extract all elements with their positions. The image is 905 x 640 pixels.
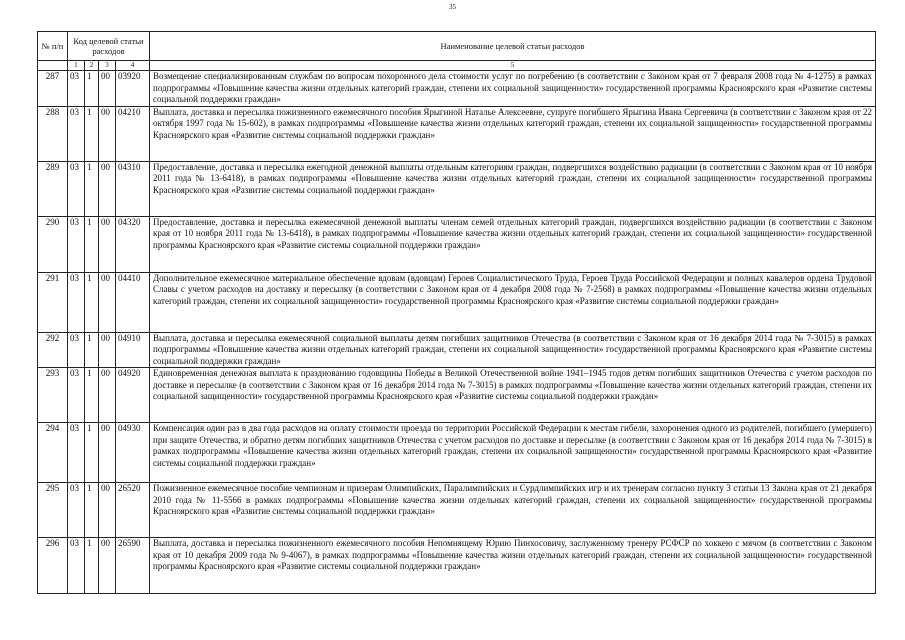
code-part-4: 04320 [116,216,150,272]
row-number: 295 [38,483,68,538]
code-part-2: 1 [85,423,99,483]
col-index: 1 [68,61,85,71]
code-part-3: 00 [99,368,116,423]
code-part-1: 03 [68,483,85,538]
row-number: 291 [38,272,68,332]
code-part-4: 03920 [116,71,150,107]
code-part-4: 26520 [116,483,150,538]
code-part-4: 04310 [116,161,150,216]
budget-codes-table [37,31,876,594]
table-row [38,332,876,368]
expense-item-name: Выплата, доставка и пересылка пожизненного ежемесячного пособия Непомнящему Юрию Пинхосовичу, заслуженному тренеру РСФСР по хоккею с мячом (в соответствии с Законом края от 10 декабря 2009 года № 9-4067), в рамках подпрограммы «Повышение качества жизни отдельных категорий граждан, степени их социальной защищенности» государственной программы Красноярского края «Развитие системы социальной поддержки граждан» [150,538,876,594]
col-index: 5 [150,61,876,71]
code-part-2: 1 [85,368,99,423]
table-row [38,161,876,216]
code-part-4: 04930 [116,423,150,483]
code-part-4: 26590 [116,538,150,594]
code-part-2: 1 [85,538,99,594]
expense-item-name: Предоставление, доставка и пересылка ежегодной денежной выплаты отдельным категориям граждан, подвергшихся воздействию радиации (в соответствии с Законом края от 10 ноября 2011 года № 13-6418), в рамках подпрограммы «Повышение качества жизни отдельных категорий граждан, степени их социальной защищенности» государственной программы Красноярского края «Развитие системы социальной поддержки граждан» [150,161,876,216]
header-num: № п/п [38,32,68,61]
code-part-3: 00 [99,272,116,332]
expense-item-name: Возмещение специализированным службам по вопросам похоронного дела стоимости услуг по погребению (в соответствии с Законом края от 7 февраля 2008 года № 4-1275) в рамках подпрограммы «Повышение качества жизни отдельных категорий граждан, степени их социальной защищенности» государственной программы Красноярского края «Развитие системы социальной поддержки граждан» [150,71,876,107]
code-part-3: 00 [99,538,116,594]
page-number: 35 [449,3,456,11]
code-part-2: 1 [85,106,99,161]
code-part-1: 03 [68,161,85,216]
table-row [38,538,876,594]
expense-item-name: Дополнительное ежемесячное материальное обеспечение вдовам (вдовцам) Героев Социалистического Труда, Героев Труда Российской Федерации и полных кавалеров ордена Трудовой Славы с учетом расходов на доставку и пересылку (в соответствии с Законом края от 4 декабря 2008 года № 7-2568) в рамках подпрограммы «Повышение качества жизни отдельных категорий граждан, степени их социальной защищенности» государственной программы Красноярского края «Развитие системы социальной поддержки граждан» [150,272,876,332]
row-number: 287 [38,71,68,107]
code-part-3: 00 [99,332,116,368]
expense-item-name: Выплата, доставка и пересылка ежемесячной социальной выплаты детям погибших защитников Отечества (в соответствии с Законом края от 16 декабря 2014 года № 7-3015) в рамках подпрограммы «Повышение качества жизни отдельных категорий граждан, степени их социальной защищенности» государственной программы Красноярского края «Развитие системы социальной поддержки граждан» [150,332,876,368]
code-part-2: 1 [85,483,99,538]
table-row [38,368,876,423]
col-index-blank [38,61,68,71]
header-name: Наименование целевой статьи расходов [150,32,876,61]
table-row [38,106,876,161]
code-part-2: 1 [85,216,99,272]
expense-item-name: Предоставление, доставка и пересылка ежемесячной денежной выплаты членам семей отдельных категорий граждан, подвергшихся воздействию радиации (в соответствии с Законом края от 10 ноября 2011 года № 13-6418), в рамках подпрограммы «Повышение качества жизни отдельных категорий граждан, степени их социальной защищенности» государственной программы Красноярского края «Развитие системы социальной поддержки граждан» [150,216,876,272]
col-index: 2 [85,61,99,71]
row-number: 294 [38,423,68,483]
row-number: 289 [38,161,68,216]
table-body [38,61,876,594]
code-part-4: 04410 [116,272,150,332]
expense-item-name: Единовременная денежная выплата к празднованию годовщины Победы в Великой Отечественной войне 1941–1945 годов детям погибших защитников Отечества с учетом расходов по доставке и пересылке (в соответствии с Законом края от 16 декабря 2014 года № 7-3015) в рамках подпрограммы «Повышение качества жизни отдельных категорий граждан, степени их социальной защищенности» государственной программы Красноярского края «Развитие системы социальной поддержки граждан» [150,368,876,423]
code-part-1: 03 [68,71,85,107]
code-part-1: 03 [68,368,85,423]
row-number: 290 [38,216,68,272]
code-part-1: 03 [68,332,85,368]
col-index: 4 [116,61,150,71]
row-number: 293 [38,368,68,423]
code-part-1: 03 [68,216,85,272]
code-part-3: 00 [99,106,116,161]
header-code: Код целевой статьи расходов [68,32,150,61]
row-number: 288 [38,106,68,161]
code-part-1: 03 [68,272,85,332]
code-part-4: 04920 [116,368,150,423]
table-row [38,216,876,272]
code-part-3: 00 [99,483,116,538]
code-part-2: 1 [85,161,99,216]
table-row [38,483,876,538]
code-part-4: 04910 [116,332,150,368]
code-part-3: 00 [99,71,116,107]
table-row [38,272,876,332]
table-row [38,71,876,107]
code-part-3: 00 [99,161,116,216]
code-part-3: 00 [99,216,116,272]
code-part-2: 1 [85,332,99,368]
row-number: 296 [38,538,68,594]
expense-item-name: Пожизненное ежемесячное пособие чемпионам и призерам Олимпийских, Паралимпийских и Сурдлимпийских игр и их тренерам согласно пункту 3 статьи 13 Закона края от 21 декабря 2010 года № 11-5566 в рамках подпрограммы «Повышение качества жизни отдельных категорий граждан, степени их социальной защищенности» государственной программы Красноярского края «Развитие системы социальной поддержки граждан» [150,483,876,538]
code-part-1: 03 [68,423,85,483]
column-index-row [38,61,876,71]
code-part-1: 03 [68,538,85,594]
code-part-2: 1 [85,71,99,107]
col-index: 3 [99,61,116,71]
code-part-3: 00 [99,423,116,483]
code-part-2: 1 [85,272,99,332]
row-number: 292 [38,332,68,368]
table-row [38,423,876,483]
expense-item-name: Выплата, доставка и пересылка пожизненного ежемесячного пособия Ярыгиной Наталье Алексеевне, супруге погибшего Ярыгина Ивана Сергеевича (в соответствии с Законом края от 22 октября 1997 года № 15-602), в рамках подпрограммы «Повышение качества жизни отдельных категорий граждан, степени их социальной защищенности» государственной программы Красноярского края «Развитие системы социальной поддержки граждан» [150,106,876,161]
expense-item-name: Компенсация один раз в два года расходов на оплату стоимости проезда по территории Российской Федерации к местам гибели, захоронения одного из родителей, погибшего (умершего) при защите Отечества, и обратно детям погибших защитников Отечества с учетом расходов по доставке и пересылке (в соответствии с Законом края от 16 декабря 2014 года № 7-3015) в рамках подпрограммы «Повышение качества жизни отдельных категорий граждан, степени их социальной защищенности» государственной программы Красноярского края «Развитие системы социальной поддержки граждан» [150,423,876,483]
code-part-4: 04210 [116,106,150,161]
code-part-1: 03 [68,106,85,161]
